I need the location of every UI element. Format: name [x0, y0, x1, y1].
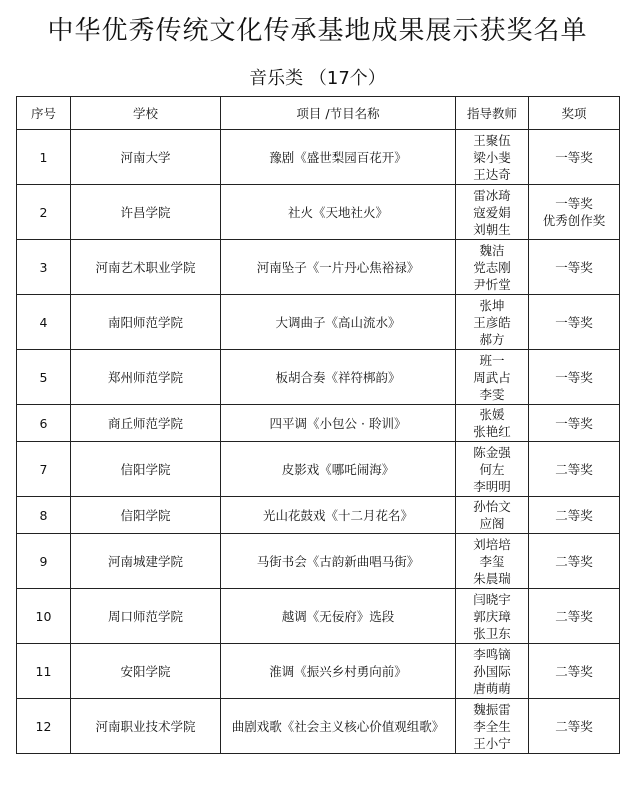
cell-school: 周口师范学院: [71, 589, 221, 644]
award-name: 二等奖: [555, 507, 593, 523]
cell-award: [529, 497, 620, 534]
cell-teachers: [456, 534, 529, 589]
cell-number: 5: [17, 350, 71, 405]
cell-award: [529, 295, 620, 350]
teacher-name: 王达奇: [473, 166, 511, 182]
teacher-name: 李玺: [479, 553, 505, 569]
cell-award: [529, 240, 620, 295]
cell-teachers: [456, 295, 529, 350]
teacher-name: 党志刚: [473, 259, 511, 275]
cell-project: 板胡合奏《祥符梆韵》: [221, 350, 456, 405]
section-subtitle: 音乐类 （17个）: [249, 68, 386, 89]
award-name: 一等奖: [555, 196, 593, 211]
cell-teachers: [456, 699, 529, 754]
teacher-name: 雷冰琦: [473, 187, 511, 203]
cell-project: 四平调《小包公 · 聆训》: [221, 405, 456, 442]
cell-number: 8: [17, 497, 71, 534]
cell-award: [529, 130, 620, 185]
award-name: 优秀创作奖: [542, 213, 606, 228]
cell-award: [529, 534, 620, 589]
page-title: 中华优秀传统文化传承基地成果展示获奖名单: [47, 16, 588, 46]
teacher-name: 唐萌萌: [473, 680, 511, 696]
teacher-name: 何左: [479, 461, 505, 477]
header-project: 项目 /节目名称: [221, 97, 456, 130]
cell-school: 南阳师范学院: [71, 295, 221, 350]
header-number: 序号: [17, 97, 71, 130]
teacher-name: 张媛: [479, 407, 505, 422]
cell-number: 10: [17, 589, 71, 644]
cell-number: 12: [17, 699, 71, 754]
teacher-name: 郝方: [479, 331, 505, 347]
cell-project: 光山花鼓戏《十二月花名》: [221, 497, 456, 534]
cell-number: 6: [17, 405, 71, 442]
award-name: 二等奖: [555, 718, 593, 734]
award-name: 一等奖: [555, 415, 593, 431]
teacher-name: 刘朝生: [473, 221, 511, 237]
teacher-name: 朱晨瑞: [473, 570, 511, 586]
teacher-name: 张艳红: [473, 424, 511, 439]
cell-school: 河南大学: [71, 130, 221, 185]
table-row: [17, 534, 620, 589]
header-award: 奖项: [529, 97, 620, 130]
cell-award: [529, 644, 620, 699]
teacher-name: 李鸣镝: [473, 646, 511, 662]
cell-project: 曲剧戏歌《社会主义核心价值观组歌》: [221, 699, 456, 754]
cell-teachers: [456, 185, 529, 240]
cell-number: 1: [17, 130, 71, 185]
cell-school: 河南职业技术学院: [71, 699, 221, 754]
cell-number: 3: [17, 240, 71, 295]
cell-number: 4: [17, 295, 71, 350]
teacher-name: 李明明: [473, 478, 511, 494]
cell-project: 马街书会《古韵新曲唱马街》: [221, 534, 456, 589]
cell-award: [529, 405, 620, 442]
award-name: 一等奖: [555, 314, 593, 330]
cell-project: 河南坠子《一片丹心焦裕禄》: [221, 240, 456, 295]
teacher-name: 张坤: [479, 297, 505, 313]
cell-award: [529, 442, 620, 497]
table-row: [17, 185, 620, 240]
cell-project: 豫剧《盛世梨园百花开》: [221, 130, 456, 185]
teacher-name: 魏洁: [479, 242, 505, 258]
teacher-name: 刘培培: [473, 536, 511, 552]
table-row: [17, 295, 620, 350]
teacher-name: 闫晓宇: [473, 591, 511, 607]
cell-teachers: [456, 240, 529, 295]
cell-school: 商丘师范学院: [71, 405, 221, 442]
teacher-name: 王小宁: [473, 735, 511, 751]
cell-award: [529, 699, 620, 754]
cell-teachers: [456, 405, 529, 442]
cell-award: [529, 185, 620, 240]
cell-project: 皮影戏《哪吒闹海》: [221, 442, 456, 497]
teacher-name: 魏振雷: [473, 701, 511, 717]
award-name: 二等奖: [555, 608, 593, 624]
teacher-name: 王聚伍: [473, 132, 511, 148]
teacher-name: 梁小斐: [473, 149, 511, 165]
cell-school: 安阳学院: [71, 644, 221, 699]
teacher-name: 王彦皓: [473, 314, 511, 330]
table-row: [17, 644, 620, 699]
teacher-name: 寇爱娟: [473, 204, 511, 220]
award-name: 一等奖: [555, 369, 593, 385]
header-school: 学校: [71, 97, 221, 130]
cell-project: 大调曲子《高山流水》: [221, 295, 456, 350]
teacher-name: 李全生: [473, 718, 511, 734]
cell-teachers: [456, 644, 529, 699]
cell-teachers: [456, 497, 529, 534]
cell-school: 河南城建学院: [71, 534, 221, 589]
cell-teachers: [456, 130, 529, 185]
header-teachers: 指导教师: [456, 97, 529, 130]
cell-number: 2: [17, 185, 71, 240]
table-row: [17, 497, 620, 534]
teacher-name: 孙怡文: [473, 499, 511, 514]
teacher-name: 张卫东: [473, 625, 511, 641]
awards-table: [16, 96, 620, 754]
table-row: [17, 589, 620, 644]
table-row: [17, 240, 620, 295]
table-row: [17, 350, 620, 405]
cell-award: [529, 350, 620, 405]
award-name: 一等奖: [555, 259, 593, 275]
cell-number: 11: [17, 644, 71, 699]
cell-number: 7: [17, 442, 71, 497]
table-row: [17, 405, 620, 442]
table-row: [17, 699, 620, 754]
teacher-name: 陈金强: [473, 444, 511, 460]
cell-school: 许昌学院: [71, 185, 221, 240]
award-name: 二等奖: [555, 461, 593, 477]
cell-project: 淮调《振兴乡村勇向前》: [221, 644, 456, 699]
teacher-name: 周武占: [473, 369, 511, 385]
teacher-name: 李雯: [479, 386, 505, 402]
cell-teachers: [456, 442, 529, 497]
cell-teachers: [456, 589, 529, 644]
table-header-row: [17, 97, 620, 130]
award-name: 二等奖: [555, 663, 593, 679]
cell-project: 社火《天地社火》: [221, 185, 456, 240]
cell-school: 信阳学院: [71, 442, 221, 497]
award-name: 二等奖: [555, 553, 593, 569]
cell-school: 郑州师范学院: [71, 350, 221, 405]
teacher-name: 应阁: [479, 516, 505, 531]
cell-school: 河南艺术职业学院: [71, 240, 221, 295]
teacher-name: 班一: [479, 352, 505, 368]
cell-school: 信阳学院: [71, 497, 221, 534]
teacher-name: 郭庆璋: [473, 608, 511, 624]
award-name: 一等奖: [555, 149, 593, 165]
table-row: [17, 130, 620, 185]
cell-number: 9: [17, 534, 71, 589]
cell-teachers: [456, 350, 529, 405]
cell-award: [529, 589, 620, 644]
teacher-name: 尹忻堂: [473, 276, 511, 292]
table-row: [17, 442, 620, 497]
cell-project: 越调《无佞府》选段: [221, 589, 456, 644]
teacher-name: 孙国际: [473, 663, 511, 679]
